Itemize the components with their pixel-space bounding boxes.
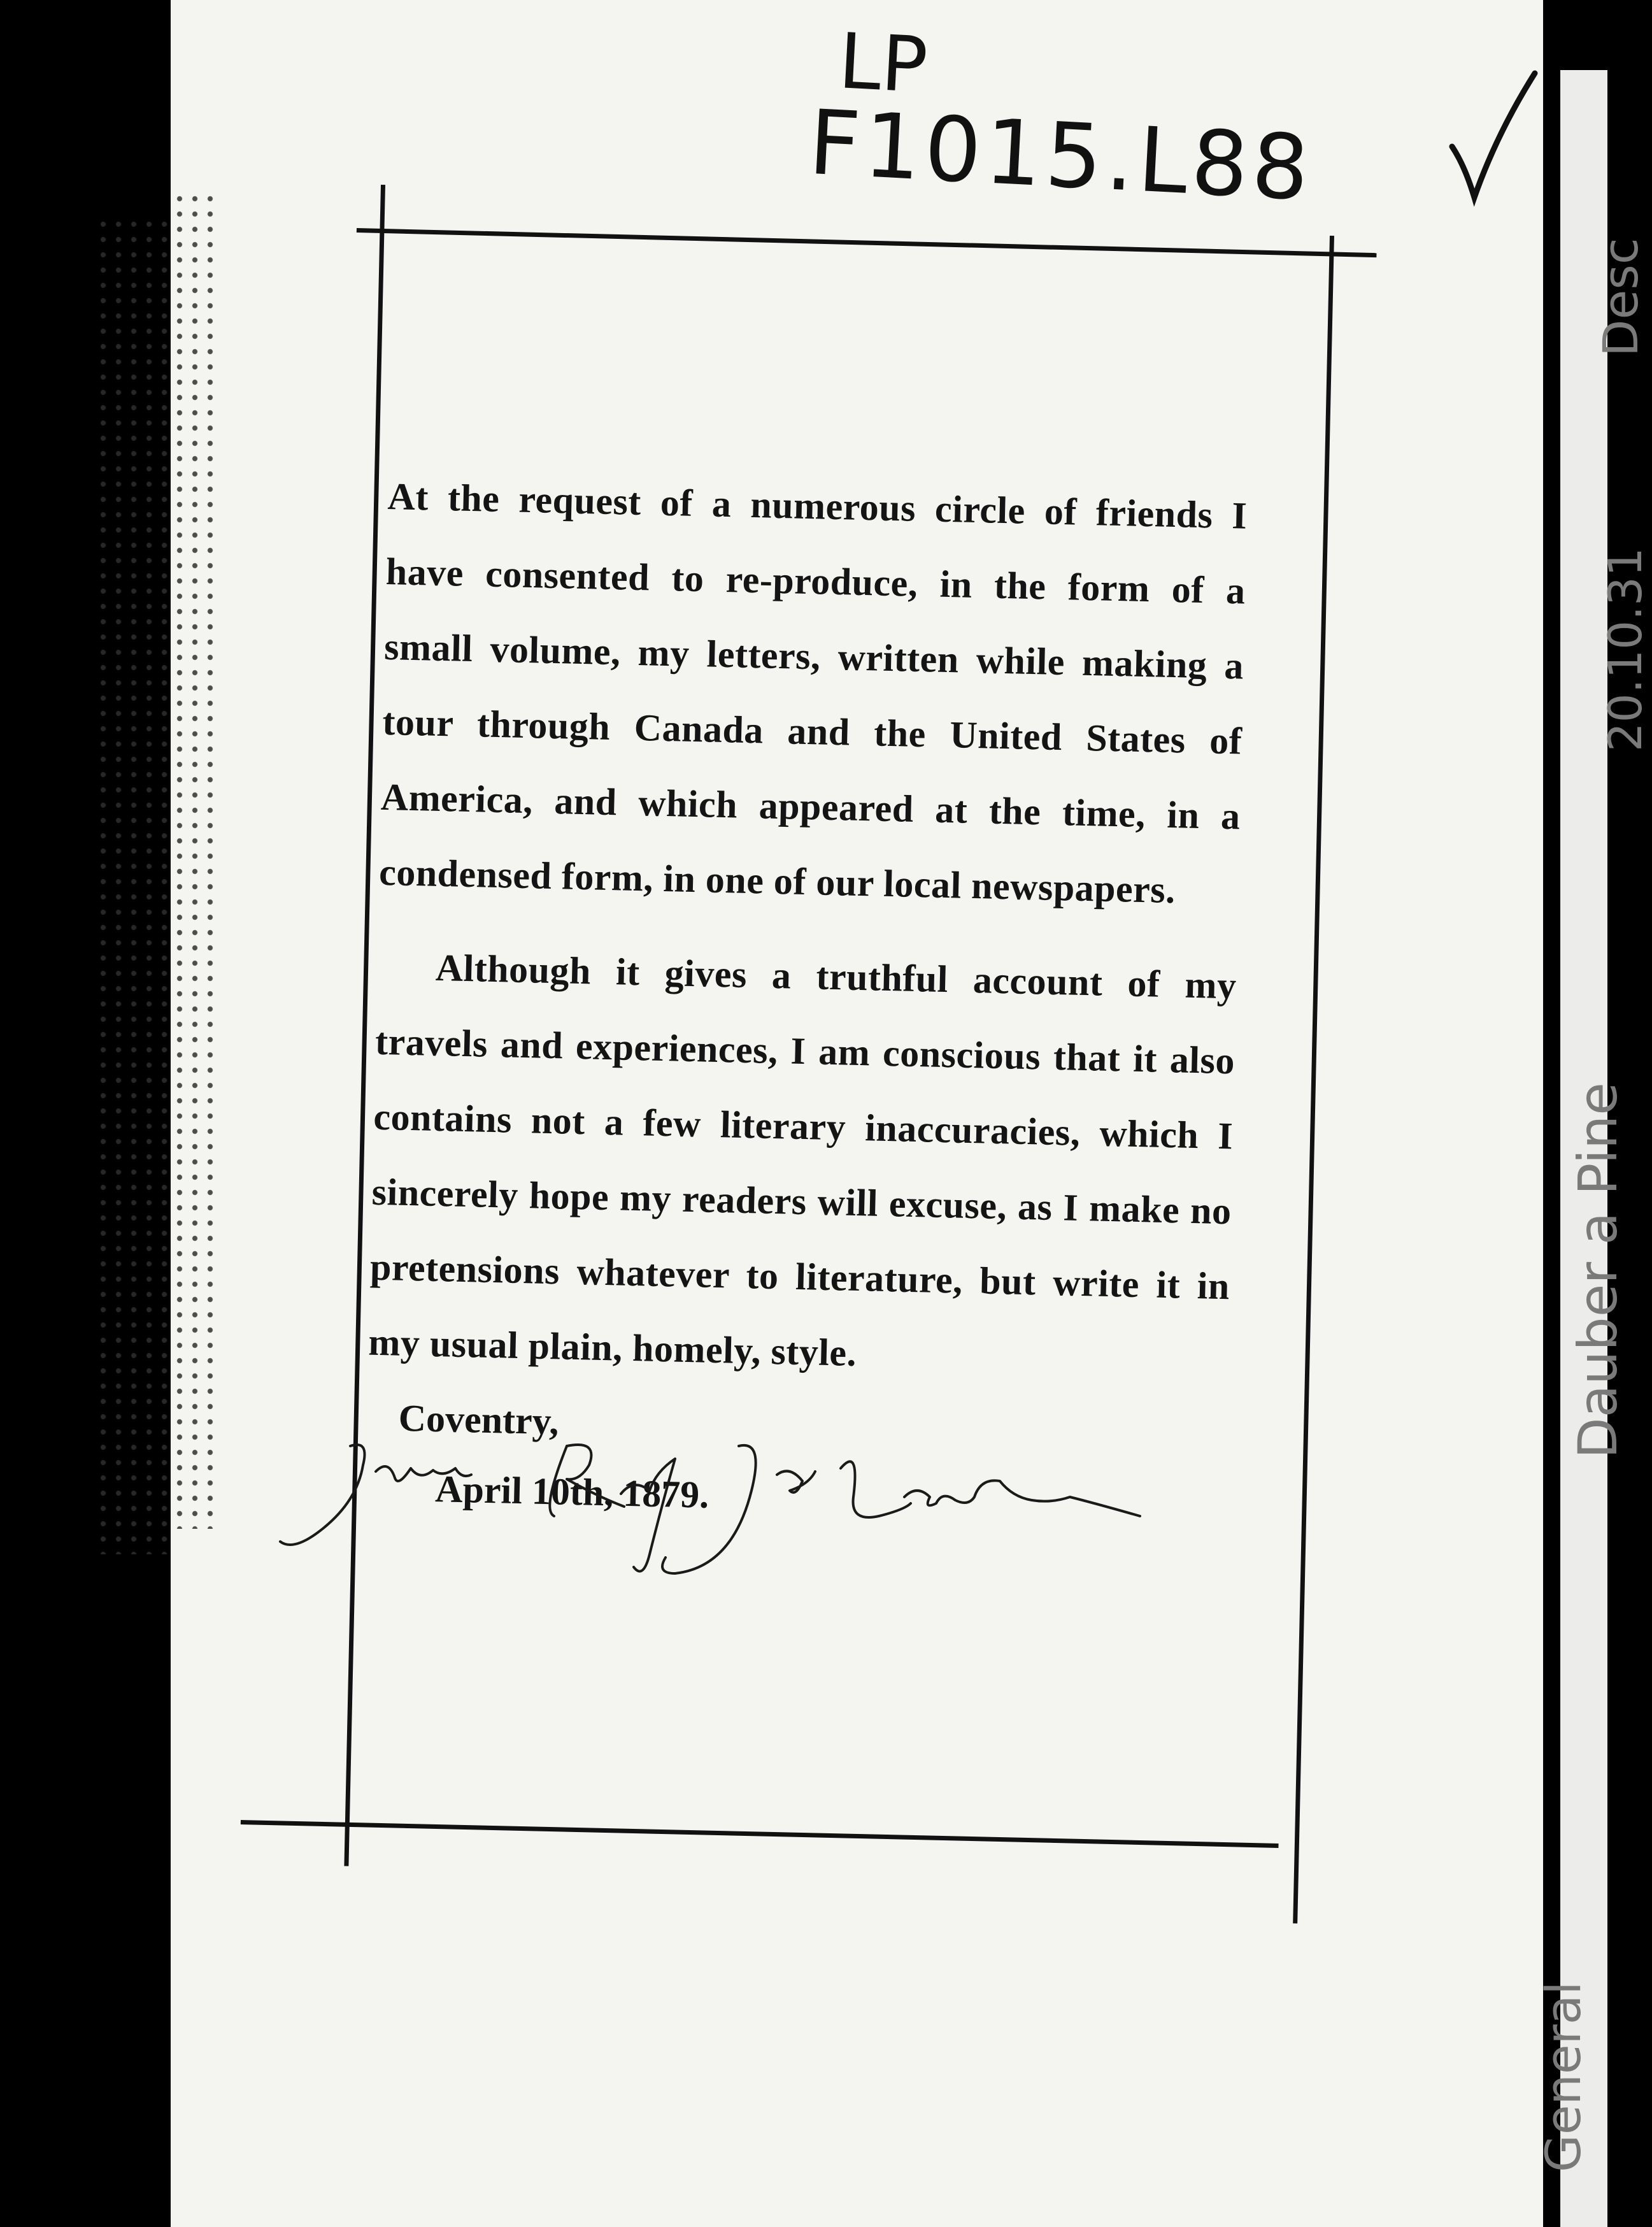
pencil-note-date: 20.10.31	[1599, 547, 1652, 752]
pencil-note-name: Dauber a Pine	[1567, 1082, 1629, 1459]
preface-place: Coventry,	[398, 1396, 560, 1443]
pencil-note-general: General	[1535, 1981, 1591, 2172]
perforation-column-right	[172, 191, 218, 1529]
shelf-mark-call-number: F1015.L88	[806, 90, 1315, 222]
preface-paragraph-1: At the request of a numerous circle of friends I have consented to re-produce, in the form of a small volume, my letters, written while making a tour through Canada and the United States of America, and which appeared at the time, in a condensed form, in one of our local newspapers.	[378, 475, 1248, 912]
shelf-mark-prefix: LP	[836, 17, 930, 111]
preface-text	[364, 459, 1248, 1542]
preface-paragraph-2: Although it gives a truthful account of my travels and experiences, I am conscious that it also contains not a few literary inaccuracies, which I sincerely hope my readers will excuse, as I make no pretensions whatever to literature, but write it in my usual plain, homely, style.	[367, 946, 1237, 1375]
handwritten-signature	[267, 1421, 1146, 1586]
shelf-mark	[806, 17, 1318, 222]
pencil-note-top: Desc	[1592, 238, 1649, 357]
check-mark-icon	[1446, 70, 1541, 204]
perforation-column-left	[96, 217, 172, 1554]
preface-date: April 10th, 1879.	[434, 1468, 710, 1516]
